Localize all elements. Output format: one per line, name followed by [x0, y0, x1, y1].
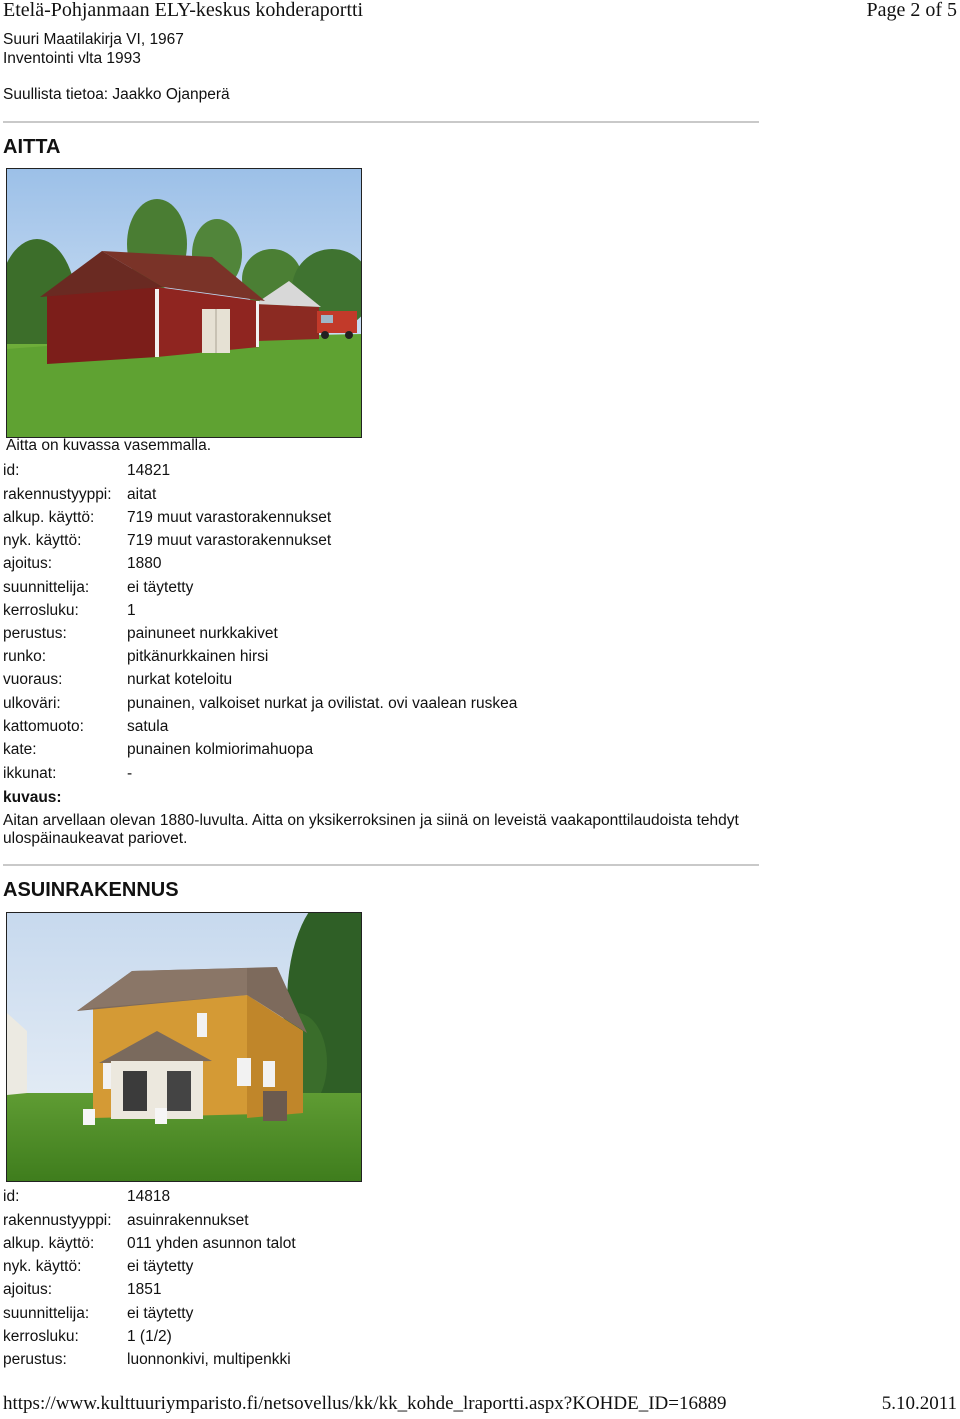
field-value: punainen kolmiorimahuopa	[127, 741, 314, 758]
section-divider	[3, 864, 759, 866]
field-label: ajoitus:	[3, 1281, 53, 1298]
field-value: ei täytetty	[127, 1305, 194, 1322]
asuinrakennus-photo	[6, 912, 362, 1182]
field-value: 1851	[127, 1281, 162, 1298]
field-label: suunnittelija:	[3, 1305, 90, 1322]
field-value: 011 yhden asunnon talot	[127, 1235, 296, 1252]
field-value: 14818	[127, 1188, 171, 1205]
field-value: luonnonkivi, multipenkki	[127, 1351, 291, 1368]
field-label: suunnittelija:	[3, 579, 90, 596]
aitta-photo-caption: Aitta on kuvassa vasemmalla.	[6, 437, 212, 454]
source-line-3: Suullista tietoa: Jaakko Ojanperä	[3, 86, 230, 103]
section-divider	[3, 121, 759, 123]
field-label: kerrosluku:	[3, 1328, 79, 1345]
field-value: ei täytetty	[127, 1258, 194, 1275]
field-label: alkup. käyttö:	[3, 509, 95, 526]
field-value: painuneet nurkkakivet	[127, 625, 278, 642]
footer-url: https://www.kulttuuriymparisto.fi/netsovellus/kk/kk_kohde_lraportti.aspx?KOHDE_ID=16889	[3, 1393, 727, 1414]
section-title-asuinrakennus: ASUINRAKENNUS	[3, 879, 179, 901]
field-value: 719 muut varastorakennukset	[127, 509, 332, 526]
aitta-photo	[6, 168, 362, 438]
kuvaus-label: kuvaus:	[3, 789, 62, 806]
field-value: pitkänurkkainen hirsi	[127, 648, 269, 665]
field-label: kate:	[3, 741, 37, 758]
field-label: kerrosluku:	[3, 602, 79, 619]
field-label: runko:	[3, 648, 47, 665]
field-label: ajoitus:	[3, 555, 53, 572]
field-value: nurkat koteloitu	[127, 671, 233, 688]
field-label: nyk. käyttö:	[3, 532, 82, 549]
field-label: kattomuoto:	[3, 718, 84, 735]
field-label: rakennustyyppi:	[3, 486, 112, 503]
field-value: punainen, valkoiset nurkat ja ovilistat. ovi vaalean ruskea	[127, 695, 518, 712]
field-value: 1 (1/2)	[127, 1328, 172, 1345]
source-line-2: Inventointi vlta 1993	[3, 50, 141, 67]
field-label: alkup. käyttö:	[3, 1235, 95, 1252]
section-title-aitta: AITTA	[3, 136, 61, 158]
field-label: ikkunat:	[3, 765, 57, 782]
field-label: ulkoväri:	[3, 695, 61, 712]
field-value: -	[127, 765, 133, 782]
field-label: rakennustyyppi:	[3, 1212, 112, 1229]
field-value: aitat	[127, 486, 157, 503]
field-label: id:	[3, 1188, 20, 1205]
source-line-1: Suuri Maatilakirja VI, 1967	[3, 31, 184, 48]
field-value: 14821	[127, 462, 171, 479]
field-label: id:	[3, 462, 20, 479]
field-label: vuoraus:	[3, 671, 63, 688]
report-header-title: Etelä-Pohjanmaan ELY-keskus kohderaportti	[3, 0, 364, 21]
field-value: 719 muut varastorakennukset	[127, 532, 332, 549]
field-value: satula	[127, 718, 169, 735]
field-label: perustus:	[3, 625, 67, 642]
footer-date: 5.10.2011	[881, 1393, 957, 1414]
field-value: asuinrakennukset	[127, 1212, 249, 1229]
page-number: Page 2 of 5	[866, 0, 957, 21]
field-label: perustus:	[3, 1351, 67, 1368]
field-value: ei täytetty	[127, 579, 194, 596]
field-value: 1880	[127, 555, 162, 572]
field-label: nyk. käyttö:	[3, 1258, 82, 1275]
field-value: 1	[127, 602, 136, 619]
kuvaus-text: Aitan arvellaan olevan 1880-luvulta. Aitta on yksikerroksinen ja siinä on leveistä vaakaponttilaudoista tehdyt ulospäinaukeavat pariovet.	[3, 812, 739, 847]
